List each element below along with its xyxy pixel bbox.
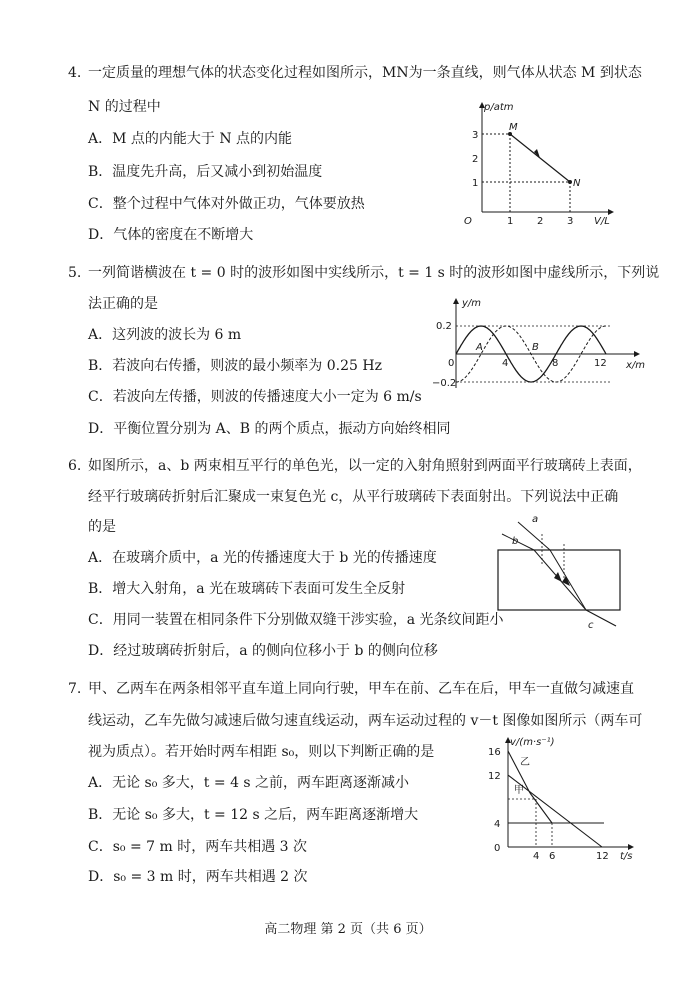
q5-option-b: B．若波向右传播，则波的最小频率为 0.25 Hz <box>88 358 382 374</box>
vt-y-tick-16: 16 <box>488 747 501 758</box>
q5-option-d: D．平衡位置分别为 A、B 的两个质点，振动方向始终相同 <box>88 421 451 437</box>
pv-x-label: V/L <box>594 216 610 227</box>
q5-option-c: C．若波向左传播，则波的传播速度大小一定为 6 m/s <box>88 389 422 405</box>
q6-line-1: 6. 如图所示，a、b 两束相互平行的单色光，以一定的入射角照射到两面平行玻璃砖上表面， <box>68 458 642 474</box>
q6-option-a: A．在玻璃介质中，a 光的传播速度大于 b 光的传播速度 <box>88 550 437 566</box>
pv-x-tick-2: 2 <box>537 216 544 227</box>
wave-x-tick-4: 4 <box>502 358 509 369</box>
q4-option-c: C．整个过程中气体对外做正功，气体要放热 <box>88 196 365 212</box>
q6-line-2: 经平行玻璃砖折射后汇聚成一束复色光 c，从平行玻璃砖下表面射出。下列说法中正确 <box>88 489 619 505</box>
pv-x-tick-3: 3 <box>567 216 574 227</box>
q6-option-d: D．经过玻璃砖折射后，a 的侧向位移小于 b 的侧向位移 <box>88 643 438 659</box>
vt-x-tick-6: 6 <box>549 851 556 862</box>
q6-option-b: B．增大入射角，a 光在玻璃砖下表面可发生全反射 <box>88 581 406 597</box>
vt-label-yi: 乙 <box>520 757 530 768</box>
wave-point-a: A <box>476 342 483 353</box>
vt-y-label: v/(m·s⁻¹) <box>510 737 555 748</box>
page-footer: 高二物理 第 2 页（共 6 页） <box>264 922 432 937</box>
wave-point-b: B <box>532 342 539 353</box>
q6-line-3: 的是 <box>88 519 116 535</box>
q7-line-3: 视为质点）。若开始时两车相距 s₀，则以下判断正确的是 <box>88 744 435 760</box>
q7-option-d: D．s₀ = 3 m 时，两车共相遇 2 次 <box>88 869 308 885</box>
vt-diagram <box>480 735 650 863</box>
wave-x-label: x/m <box>626 360 646 371</box>
wave-y-tick-pos: 0.2 <box>436 321 452 332</box>
pv-point-n: N <box>573 178 581 189</box>
wave-y-label: y/m <box>462 298 482 309</box>
q4-option-b: B．温度先升高，后又减小到初始温度 <box>88 164 323 180</box>
q7-line-1: 7. 甲、乙两车在两条相邻平直车道上同向行驶，甲车在前、乙车在后，甲车一直做匀减速直 <box>68 681 634 697</box>
pv-point-m: M <box>509 122 518 133</box>
q4-line-2: N 的过程中 <box>88 99 161 115</box>
wave-origin: 0 <box>448 358 455 369</box>
vt-y-tick-12: 12 <box>488 771 501 782</box>
wave-x-tick-8: 8 <box>552 358 559 369</box>
q4-option-d: D．气体的密度在不断增大 <box>88 227 254 243</box>
wave-diagram <box>430 298 650 393</box>
pv-origin: O <box>464 216 472 227</box>
q4-option-a: A．M 点的内能大于 N 点的内能 <box>88 131 293 147</box>
pv-x-tick-1: 1 <box>507 216 514 227</box>
pv-y-tick-1: 1 <box>472 178 479 189</box>
pv-y-tick-3: 3 <box>472 130 479 141</box>
wave-x-tick-12: 12 <box>594 358 607 369</box>
q5-line-2: 法正确的是 <box>88 296 158 312</box>
glass-label-c: c <box>588 620 594 631</box>
q5-option-a: A．这列波的波长为 6 m <box>88 327 242 343</box>
vt-x-label: t/s <box>620 851 633 862</box>
glass-label-b: b <box>512 536 519 547</box>
q7-option-b: B．无论 s₀ 多大，t = 12 s 之后，两车距离逐渐增大 <box>88 807 419 823</box>
pv-y-tick-2: 2 <box>472 154 479 165</box>
vt-y-tick-0: 0 <box>494 843 501 854</box>
q6-option-c: C．用同一装置在相同条件下分别做双缝干涉实验，a 光条纹间距小 <box>88 612 504 628</box>
q5-line-1: 5. 一列简谐横波在 t = 0 时的波形如图中实线所示，t = 1 s 时的波形如图中虚线所示，下列说 <box>68 265 660 281</box>
vt-x-tick-4: 4 <box>533 851 540 862</box>
q4-line-1: 4. 一定质量的理想气体的状态变化过程如图所示，MN为一条直线，则气体从状态 M 到状态 <box>68 65 642 81</box>
vt-x-tick-12: 12 <box>596 851 609 862</box>
wave-y-tick-neg: −0.2 <box>432 378 457 389</box>
vt-label-jia: 甲 <box>514 785 524 796</box>
glass-label-a: a <box>532 514 539 525</box>
q7-option-a: A．无论 s₀ 多大，t = 4 s 之前，两车距离逐渐减小 <box>88 775 410 791</box>
vt-y-tick-4: 4 <box>494 819 501 830</box>
pv-diagram <box>460 100 620 225</box>
q7-line-2: 线运动，乙车先做匀减速后做匀速直线运动，两车运动过程的 v－t 图像如图所示（两车可 <box>88 713 643 729</box>
q7-option-c: C．s₀ = 7 m 时，两车共相遇 3 次 <box>88 839 308 855</box>
glass-slab-diagram <box>490 510 630 635</box>
pv-y-label: p/atm <box>484 102 514 113</box>
